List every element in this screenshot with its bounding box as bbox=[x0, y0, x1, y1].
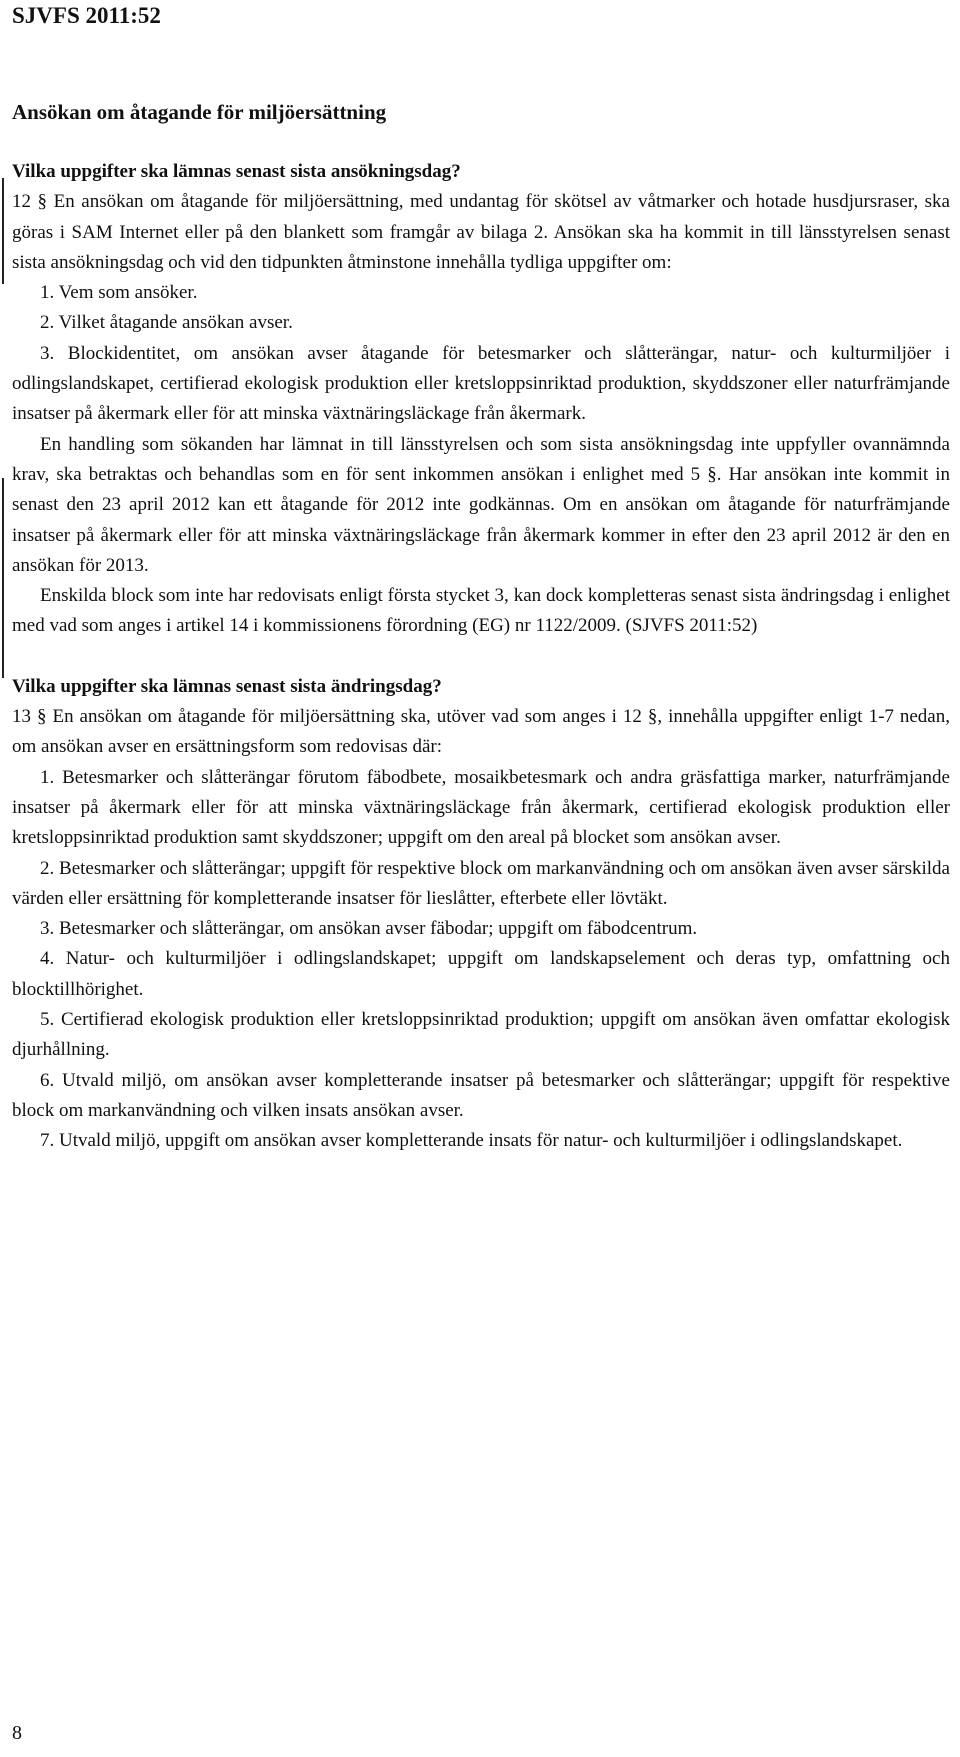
list-item: 5. Certifierad ekologisk produktion eller kretsloppsinriktad produktion; uppgift om ansökan även omfattar ekologisk djurhållning. bbox=[12, 1009, 950, 1061]
list-item: 1. Vem som ansöker. bbox=[40, 282, 198, 304]
change-bar bbox=[2, 178, 4, 284]
list-item: 7. Utvald miljö, uppgift om ansökan avser kompletterande insats för natur- och kulturmiljöer i odlingslandskapet. bbox=[40, 1130, 903, 1152]
page-title: Ansökan om åtagande för miljöersättning bbox=[12, 100, 387, 124]
page-header: SJVFS 2011:52 bbox=[12, 3, 161, 28]
document-body bbox=[12, 157, 950, 1157]
section-heading: Vilka uppgifter ska lämnas senast sista ändringsdag? bbox=[12, 675, 442, 697]
paragraph: En handling som sökanden har lämnat in till länsstyrelsen och som sista ansökningsdag inte uppfyller ovannämnda krav, ska betraktas och behandlas som en för sent inkommen ansökan i enlighet med 5 §. Har ansökan inte kommit in senast den 23 april 2012 kan ett åtagande för 2012 inte godkännas. Om en ansökan om åtagande för naturfrämjande insatser på åkermark eller för att minska växtnäringsläckage från åkermark kommer in efter den 23 april 2012 är den en ansökan för 2013. bbox=[12, 433, 950, 576]
list-item: 3. Blockidentitet, om ansökan avser åtagande för betesmarker och slåtterängar, natur- och kulturmiljöer i odlingslandskapet, certifierad ekologisk produktion eller kretsloppsinriktad produktion, skyddszoner eller naturfrämjande insatser på åkermark eller för att minska växtnäringsläckage från åkermark. bbox=[12, 342, 950, 425]
list-item: 3. Betesmarker och slåtterängar, om ansökan avser fäbodar; uppgift om fäbodcentrum. bbox=[40, 918, 698, 940]
list-item: 1. Betesmarker och slåtterängar förutom fäbodbete, mosaikbetesmark och andra gräsfattiga marker, naturfrämjande insatser på åkermark eller för att minska växtnäringsläckage från åkermark, certifierad ekologisk produktion eller kretsloppsinriktad produktion samt skyddszoner; uppgift om den areal på blocket som ansökan avser. bbox=[12, 766, 950, 849]
list-item: 2. Vilket åtagande ansökan avser. bbox=[40, 312, 293, 334]
paragraph: Enskilda block som inte har redovisats enligt första stycket 3, kan dock kompletteras senast sista ändringsdag i enlighet med vad som anges i artikel 14 i kommissionens förordning (EG) nr 1122/2009. (SJVFS 2011:52) bbox=[12, 585, 950, 637]
change-bar bbox=[2, 478, 4, 678]
spacer bbox=[12, 642, 950, 672]
page-number: 8 bbox=[12, 1722, 22, 1744]
paragraph: 13 § En ansökan om åtagande för miljöersättning ska, utöver vad som anges i 12 §, innehålla uppgifter enligt 1-7 nedan, om ansökan avser en ersättningsform som redovisas där: bbox=[12, 706, 950, 758]
section-heading: Vilka uppgifter ska lämnas senast sista ansökningsdag? bbox=[12, 161, 461, 182]
list-item: 2. Betesmarker och slåtterängar; uppgift för respektive block om markanvändning och om ansökan även avser särskilda värden eller ersättning för kompletterande insatser för lieslåtter, efterbete eller lövtäkt. bbox=[12, 857, 950, 909]
list-item: 4. Natur- och kulturmiljöer i odlingslandskapet; uppgift om landskapselement och deras typ, omfattning och blocktillhörighet. bbox=[12, 948, 950, 1000]
paragraph: 12 § En ansökan om åtagande för miljöersättning, med undantag för skötsel av våtmarker och hotade husdjursraser, ska göras i SAM Internet eller på den blankett som framgår av bilaga 2. Ansökan ska ha kommit in till länsstyrelsen senast sista ansökningsdag och vid den tidpunkten åtminstone innehålla tydliga uppgifter om: bbox=[12, 191, 950, 273]
list-item: 6. Utvald miljö, om ansökan avser kompletterande insatser på betesmarker och slåtterängar; uppgift för respektive block om markanvändning och vilken insats ansökan avser. bbox=[12, 1069, 950, 1121]
